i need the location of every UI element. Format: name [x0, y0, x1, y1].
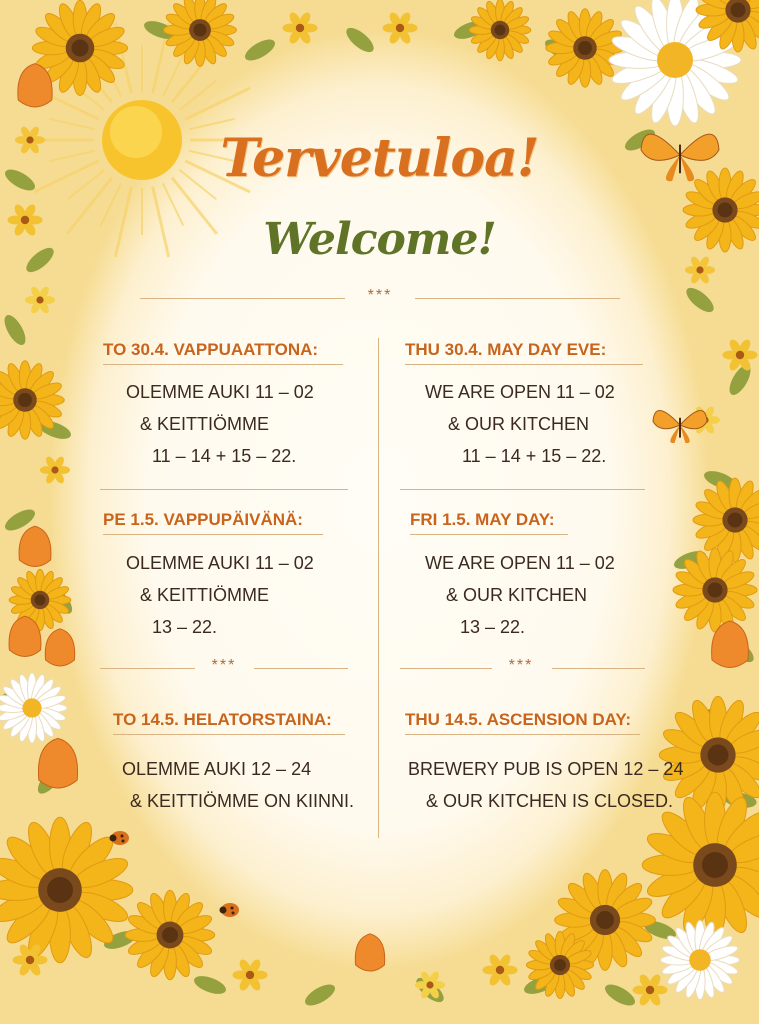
- divider-stars: ***: [211, 657, 237, 674]
- section-divider: [400, 657, 645, 676]
- hours-line: OLEMME AUKI 12 – 24: [122, 759, 312, 779]
- sunflower-icon: [693, 478, 759, 562]
- hours-line: & KEITTIÖMME: [140, 585, 270, 605]
- leaf: [242, 35, 278, 64]
- leaf: [602, 980, 638, 1009]
- section-divider: [400, 483, 645, 497]
- ladybug-icon: [220, 903, 240, 917]
- leaf: [192, 972, 228, 997]
- hours-line: & KEITTIÖMME ON KIINNI.: [130, 791, 355, 811]
- sunflower-icon: [673, 548, 757, 632]
- hours-en-ascension: [408, 753, 683, 817]
- hours-line: OLEMME AUKI 11 – 02: [126, 382, 314, 402]
- leaf: [343, 24, 378, 57]
- hours-line: & OUR KITCHEN: [448, 414, 590, 434]
- small-flower-icon: [483, 953, 518, 988]
- tulip-icon: [38, 738, 77, 788]
- small-flower-icon: [633, 973, 668, 1008]
- small-flower-icon: [723, 338, 758, 373]
- leaf: [0, 312, 29, 348]
- divider-stars: ***: [508, 657, 534, 674]
- hours-line: 13 – 22.: [460, 617, 526, 637]
- hours-fi-ascension: [122, 753, 354, 817]
- small-flower-icon: [383, 11, 418, 46]
- sunflower-icon: [164, 0, 237, 66]
- hours-line: & OUR KITCHEN: [446, 585, 588, 605]
- column-divider: [378, 338, 379, 838]
- heading-en-ascension: THU 14.5. ASCENSION DAY:: [405, 710, 640, 735]
- heading-fi-may-day-eve: TO 30.4. VAPPUAATTONA:: [103, 340, 343, 365]
- hours-line: WE ARE OPEN 11 – 02: [425, 553, 615, 573]
- sunflower-icon: [469, 0, 531, 61]
- section-divider: [100, 483, 348, 497]
- hours-fi-may-day-eve: [126, 376, 314, 472]
- sunflower-icon: [125, 890, 215, 980]
- hours-line: 13 – 22.: [152, 617, 218, 637]
- tulip-icon: [355, 934, 384, 971]
- hours-line: & KEITTIÖMME: [140, 414, 270, 434]
- hours-line: WE ARE OPEN 11 – 02: [425, 382, 615, 402]
- page-title: Tervetuloa!: [220, 128, 539, 189]
- leaf: [302, 980, 338, 1009]
- heading-fi-ascension: TO 14.5. HELATORSTAINA:: [113, 710, 345, 735]
- hours-line: OLEMME AUKI 11 – 02: [126, 553, 314, 573]
- heading-en-may-day-eve: THU 30.4. MAY DAY EVE:: [405, 340, 643, 365]
- small-flower-icon: [25, 285, 55, 315]
- hours-en-may-day-eve: [425, 376, 615, 472]
- sunflower-icon: [526, 931, 593, 998]
- section-divider: [100, 657, 348, 676]
- divider-stars: ***: [367, 287, 393, 304]
- page-subtitle: Welcome!: [263, 214, 496, 265]
- tulip-icon: [19, 526, 51, 566]
- hours-line: BREWERY PUB IS OPEN 12 – 24: [408, 759, 684, 779]
- butterfly-icon: [653, 411, 707, 444]
- hours-fi-may-day: [126, 547, 314, 643]
- hours-line: 11 – 14 + 15 – 22.: [462, 446, 607, 466]
- daisy-icon: [0, 673, 67, 743]
- hours-en-may-day: [425, 547, 615, 643]
- hours-line: 11 – 14 + 15 – 22.: [152, 446, 297, 466]
- small-flower-icon: [40, 455, 70, 485]
- top-divider: [140, 287, 620, 306]
- tulip-icon: [45, 629, 74, 666]
- tulip-icon: [18, 64, 52, 107]
- heading-fi-may-day: PE 1.5. VAPPUPÄIVÄNÄ:: [103, 510, 323, 535]
- small-flower-icon: [233, 958, 268, 993]
- sunflower-icon: [546, 9, 624, 87]
- heading-en-may-day: FRI 1.5. MAY DAY:: [410, 510, 568, 535]
- hours-line: & OUR KITCHEN IS CLOSED.: [426, 791, 674, 811]
- leaf: [683, 284, 718, 317]
- small-flower-icon: [283, 11, 318, 46]
